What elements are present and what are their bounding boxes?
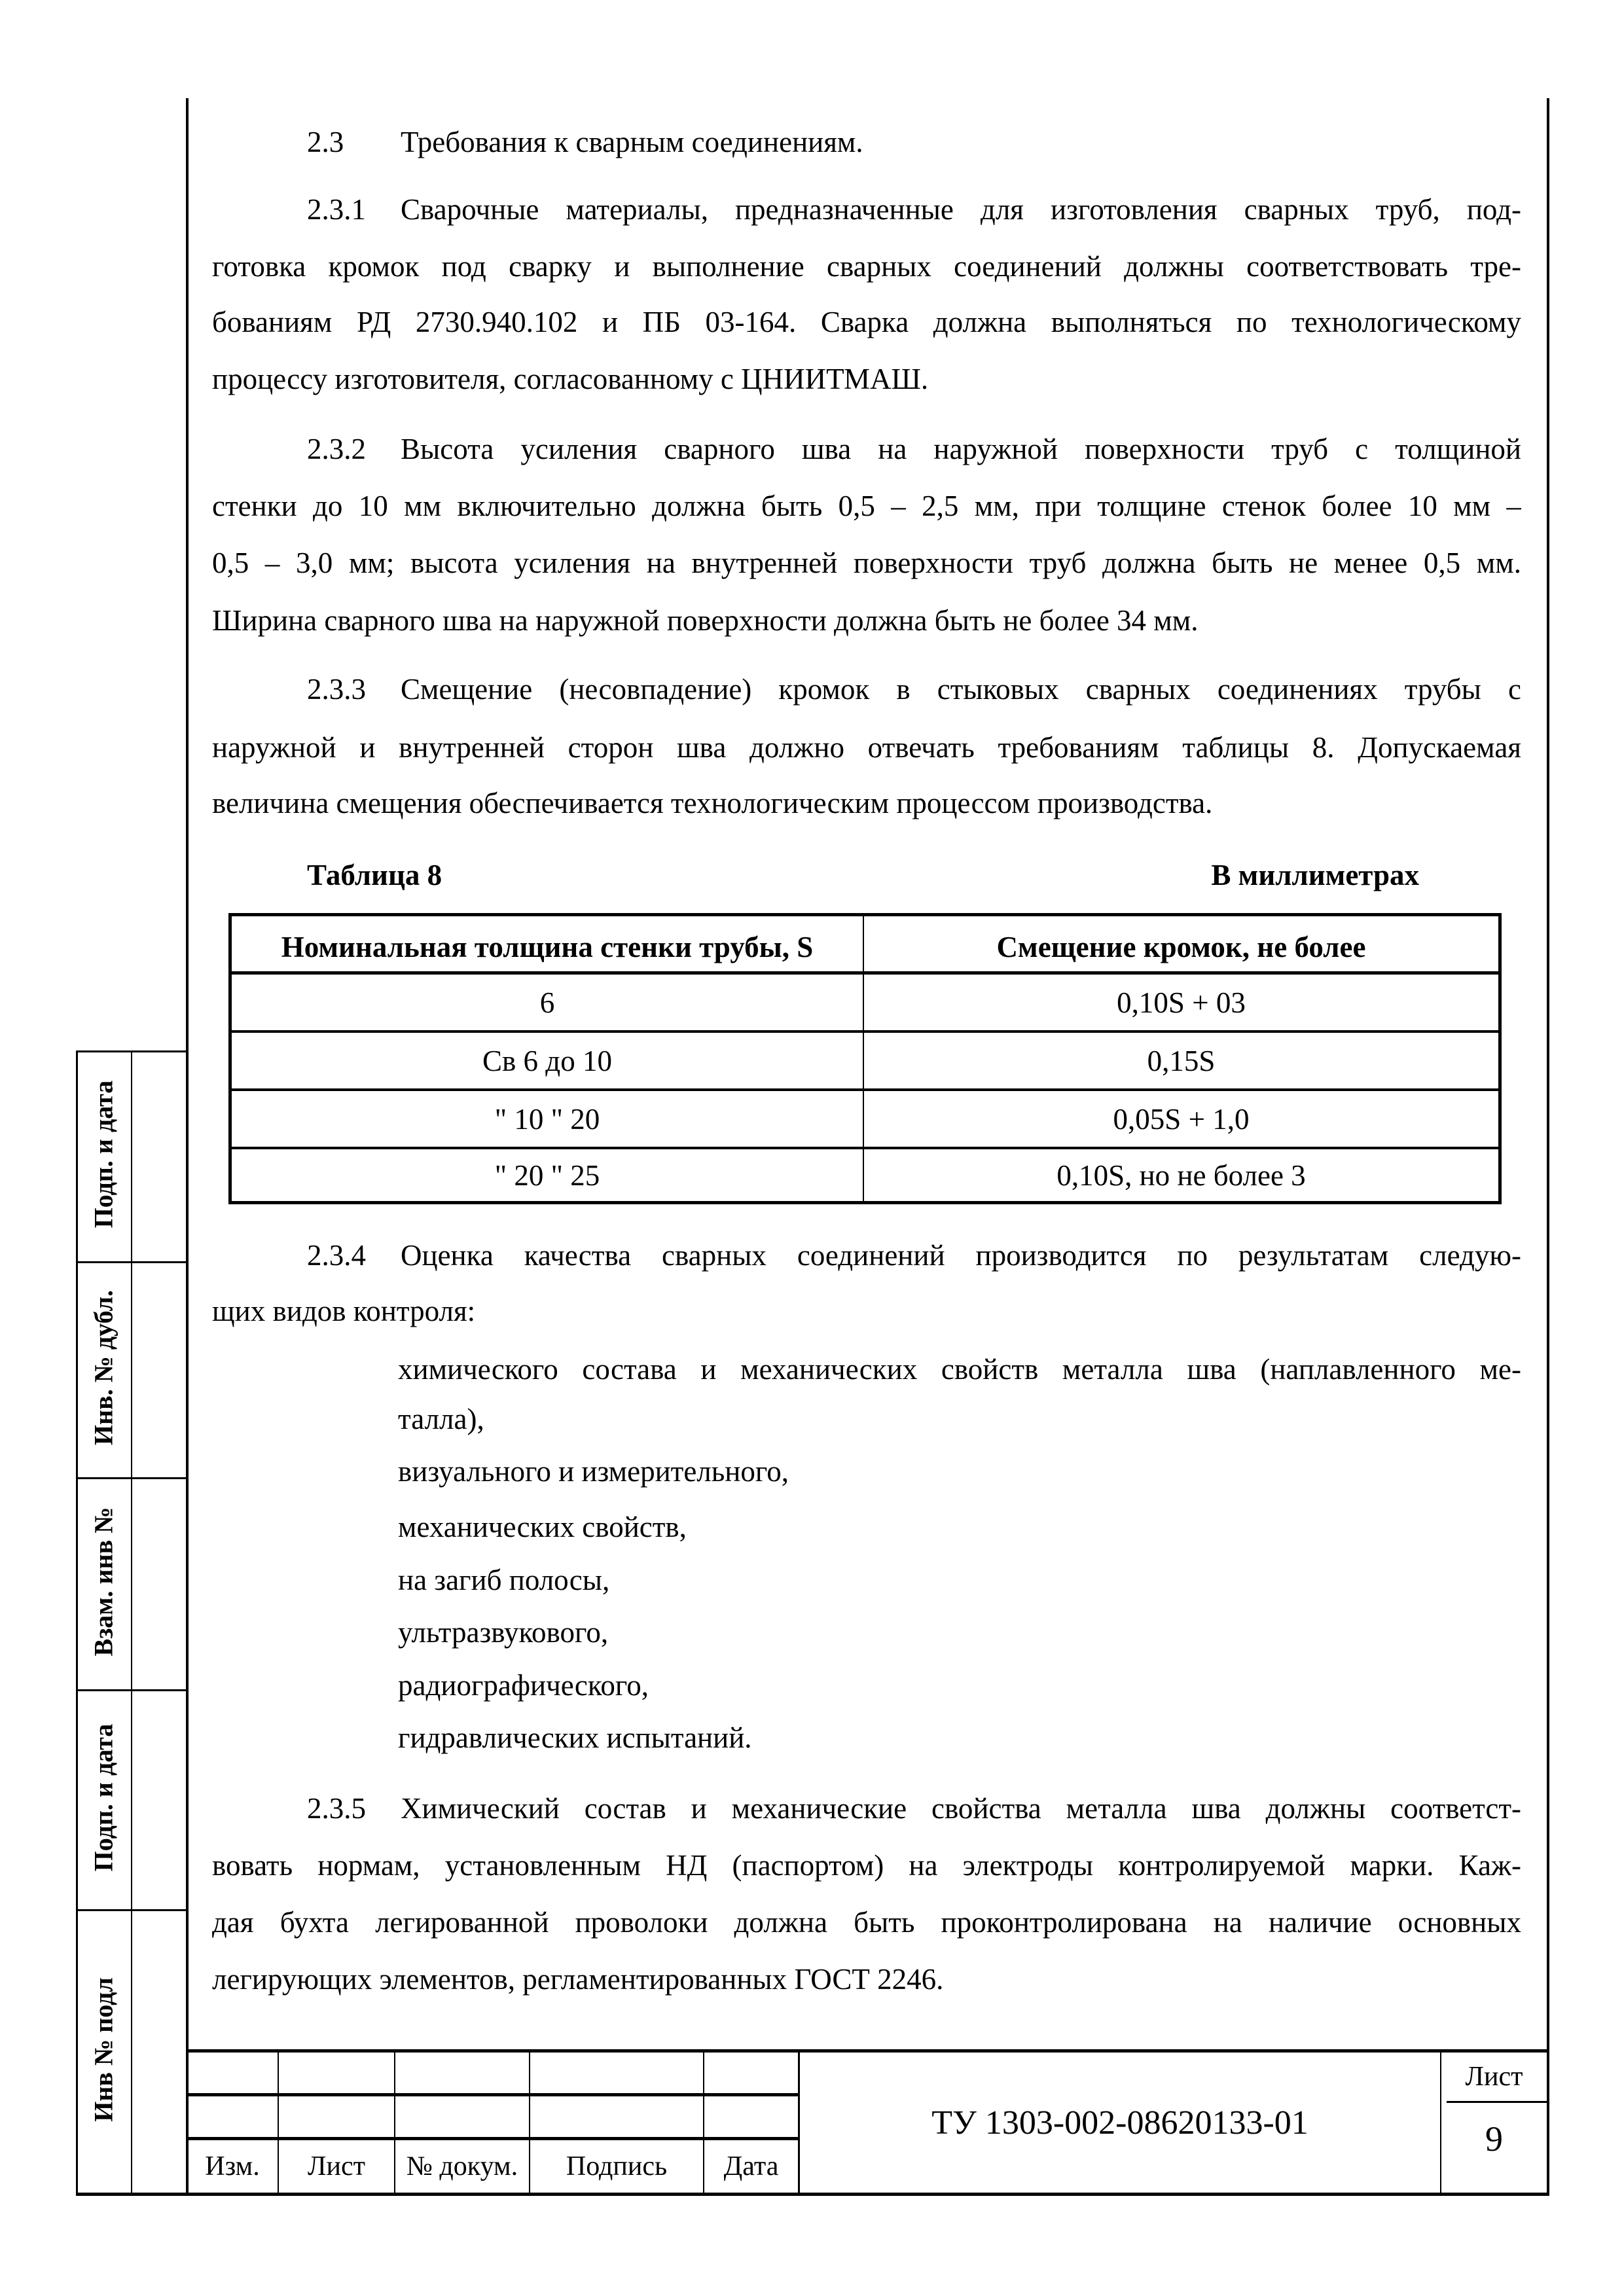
text-line: Оценка качества сварных соединений производится по результатам следую- <box>401 1239 1521 1272</box>
stamp-col-label: Лист <box>308 2151 365 2181</box>
side-label: Подп. и дата <box>88 1080 118 1229</box>
list-item: механических свойств, <box>398 1511 687 1543</box>
text-line: бованиям РД 2730.940.102 и ПБ 03-164. Сварка должна выполняться по технологическому <box>212 306 1521 338</box>
side-label: Инв № подл <box>88 1977 118 2122</box>
table-cell: " 10 " 20 <box>494 1102 600 1136</box>
text-line: стенки до 10 мм включительно должна быть 0,5 – 2,5 мм, при толщине стенок более 10 мм – <box>212 490 1521 522</box>
list-item: талла), <box>398 1403 484 1435</box>
text-line: Химический состав и механические свойства металла шва должны соответст- <box>401 1792 1521 1825</box>
text-line: Ширина сварного шва на наружной поверхности должна быть не более 34 мм. <box>212 604 1199 637</box>
text-line: 0,5 – 3,0 мм; высота усиления на внутренней поверхности труб должна быть не менее 0,5 мм. <box>212 547 1521 579</box>
text-line: Сварочные материалы, предназначенные для изготовления сварных труб, под- <box>401 193 1521 226</box>
sheet-label: Лист <box>1465 2062 1523 2092</box>
sheet-number: 9 <box>1485 2119 1503 2159</box>
frame-left-line <box>186 98 189 2195</box>
clause-number: 2.3.1 <box>307 193 366 226</box>
table-caption: Таблица 8 <box>307 859 442 891</box>
table-header: Номинальная толщина стенки трубы, S <box>281 931 814 963</box>
list-item: радиографического, <box>398 1669 649 1702</box>
stamp-col-label: Подпись <box>566 2151 668 2181</box>
text-line: легирующих элементов, регламентированных ГОСТ 2246. <box>212 1963 944 1996</box>
table-cell: Св 6 до 10 <box>482 1044 612 1077</box>
table-cell: 0,10S, но не более 3 <box>1056 1158 1306 1192</box>
clause-number: 2.3.4 <box>307 1239 366 1272</box>
table-header: Смещение кромок, не более <box>996 931 1366 963</box>
stamp-col-label: Изм. <box>205 2151 260 2181</box>
table-cell: 0,05S + 1,0 <box>1113 1102 1250 1136</box>
stamp-col-label: № докум. <box>406 2151 518 2181</box>
clause-number: 2.3.3 <box>307 673 366 706</box>
text-line: наружной и внутренней сторон шва должно отвечать требованиям таблицы 8. Допускаемая <box>212 731 1521 764</box>
table-cell: 6 <box>539 986 555 1019</box>
side-label: Взам. инв № <box>88 1507 118 1657</box>
stamp-col-label: Дата <box>723 2151 779 2181</box>
list-item: ультразвукового, <box>398 1616 609 1649</box>
list-item: визуального и измерительного, <box>398 1455 789 1488</box>
section-title: Требования к сварным соединениям. <box>401 126 863 158</box>
side-label: Инв. № дубл. <box>88 1289 118 1446</box>
list-item: гидравлических испытаний. <box>398 1721 752 1754</box>
table-cell: " 20 " 25 <box>494 1158 600 1192</box>
section-number: 2.3 <box>307 126 344 158</box>
table-units: В миллиметрах <box>1211 859 1419 891</box>
text-line: величина смещения обеспечивается технологическим процессом производства. <box>212 787 1213 819</box>
frame-right-line <box>1547 98 1549 2195</box>
list-item: на загиб полосы, <box>398 1564 610 1596</box>
table-cell: 0,15S <box>1147 1044 1216 1077</box>
text-line: дая бухта легированной проволоки должна быть проконтролирована на наличие основных <box>212 1906 1521 1939</box>
side-label: Подп. и дата <box>88 1723 118 1872</box>
frame-bottom-line <box>76 2193 1549 2196</box>
table-cell: 0,10S + 03 <box>1117 986 1246 1019</box>
clause-number: 2.3.5 <box>307 1792 366 1825</box>
text-line: вовать нормам, установленным НД (паспортом) на электроды контролируемой марки. Каж- <box>212 1849 1521 1882</box>
list-item: химического состава и механических свойств металла шва (наплавленного ме- <box>398 1353 1521 1386</box>
text-line: Смещение (несовпадение) кромок в стыковых сварных соединениях трубы с <box>401 673 1521 706</box>
text-line: готовка кромок под сварку и выполнение сварных соединений должны соответствовать тре- <box>212 250 1521 283</box>
text-line: процессу изготовителя, согласованному с ЦНИИТМАШ. <box>212 363 929 395</box>
text-line: Высота усиления сварного шва на наружной поверхности труб с толщиной <box>401 433 1521 465</box>
document-designation: ТУ 1303-002-08620133-01 <box>931 2104 1308 2142</box>
text-line: щих видов контроля: <box>212 1295 476 1327</box>
clause-number: 2.3.2 <box>307 433 366 465</box>
